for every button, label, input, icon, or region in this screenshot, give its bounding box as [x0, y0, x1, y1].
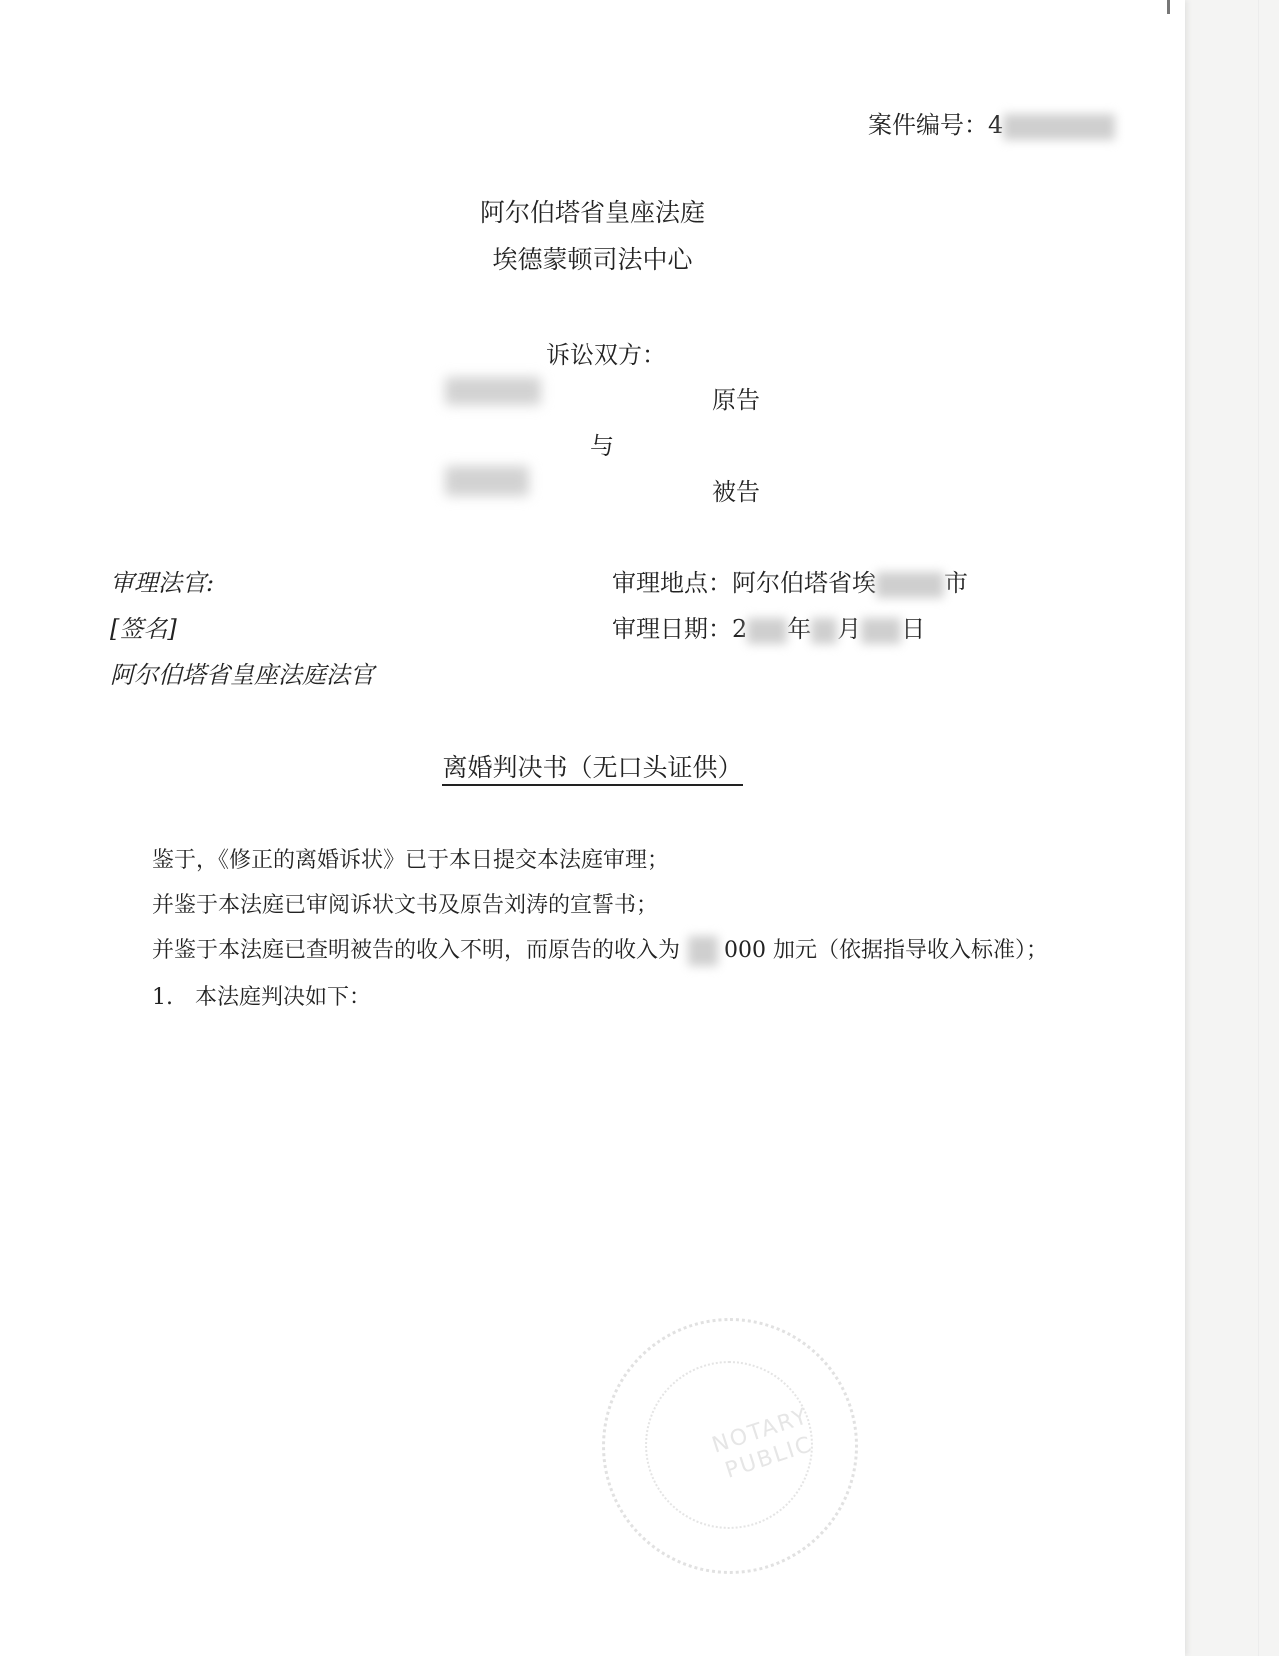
notary-seal-text: NOTARY PUBLIC	[709, 1403, 817, 1484]
income-redaction	[688, 936, 718, 966]
body-line-3-end: 000 加元（依据指导收入标准）；	[724, 938, 1049, 963]
hearing-date-label: 审理日期：	[612, 615, 732, 643]
case-number-label: 案件编号：	[868, 111, 988, 139]
case-number	[868, 105, 1115, 140]
hearing-date-year-redaction	[747, 618, 787, 644]
page-edge-mark	[1167, 0, 1170, 14]
parties-conjunction: 与	[590, 432, 614, 460]
hearing-place-label: 审理地点：	[612, 569, 732, 597]
hearing-date	[612, 609, 925, 644]
case-number-prefix: 4	[988, 111, 1004, 139]
judge-label: 审理法官:	[110, 569, 215, 597]
notary-seal	[602, 1318, 858, 1574]
hearing-date-prefix: 2	[732, 615, 748, 643]
order-item-1	[152, 980, 371, 1011]
hearing-place-suffix: 市	[944, 569, 968, 597]
judge-title: 阿尔伯塔省皇座法庭法官	[110, 661, 374, 689]
hearing-place-redaction	[876, 572, 944, 598]
plaintiff-name-redaction	[445, 377, 541, 405]
hearing-date-month: 月	[837, 615, 862, 643]
body-line-2: 并鉴于本法庭已审阅诉状文书及原告刘涛的宣誓书；	[152, 893, 659, 918]
hearing-date-month-redaction	[811, 618, 837, 644]
order-item-1-number: 1.	[152, 985, 173, 1010]
court-name: 阿尔伯塔省皇座法庭	[479, 198, 705, 227]
document-title-wrap	[0, 748, 1185, 784]
hearing-date-day: 日	[901, 615, 926, 643]
body-line-3-start: 并鉴于本法庭已查明被告的收入不明，而原告的收入为	[152, 938, 681, 963]
defendant-name-redaction	[445, 466, 529, 496]
court-centre: 埃德蒙顿司法中心	[492, 245, 693, 274]
document-title: 离婚判决书（无口头证供）	[442, 753, 742, 786]
hearing-date-day-redaction	[861, 618, 901, 644]
plaintiff-role: 原告	[712, 386, 760, 414]
body-line-1: 鉴于，《修正的离婚诉状》已于本日提交本法庭审理；	[152, 848, 670, 873]
hearing-place	[612, 563, 968, 598]
body-line-3	[152, 933, 1048, 966]
order-item-1-text: 本法庭判决如下：	[195, 985, 372, 1010]
background-page-edge	[1258, 0, 1259, 1656]
defendant-role: 被告	[712, 478, 760, 506]
case-number-redaction	[1003, 114, 1115, 140]
judge-signature: [签名]	[110, 615, 177, 643]
parties-heading: 诉讼双方：	[546, 341, 666, 369]
hearing-place-value: 阿尔伯塔省埃	[732, 569, 876, 597]
hearing-date-year: 年	[787, 615, 812, 643]
